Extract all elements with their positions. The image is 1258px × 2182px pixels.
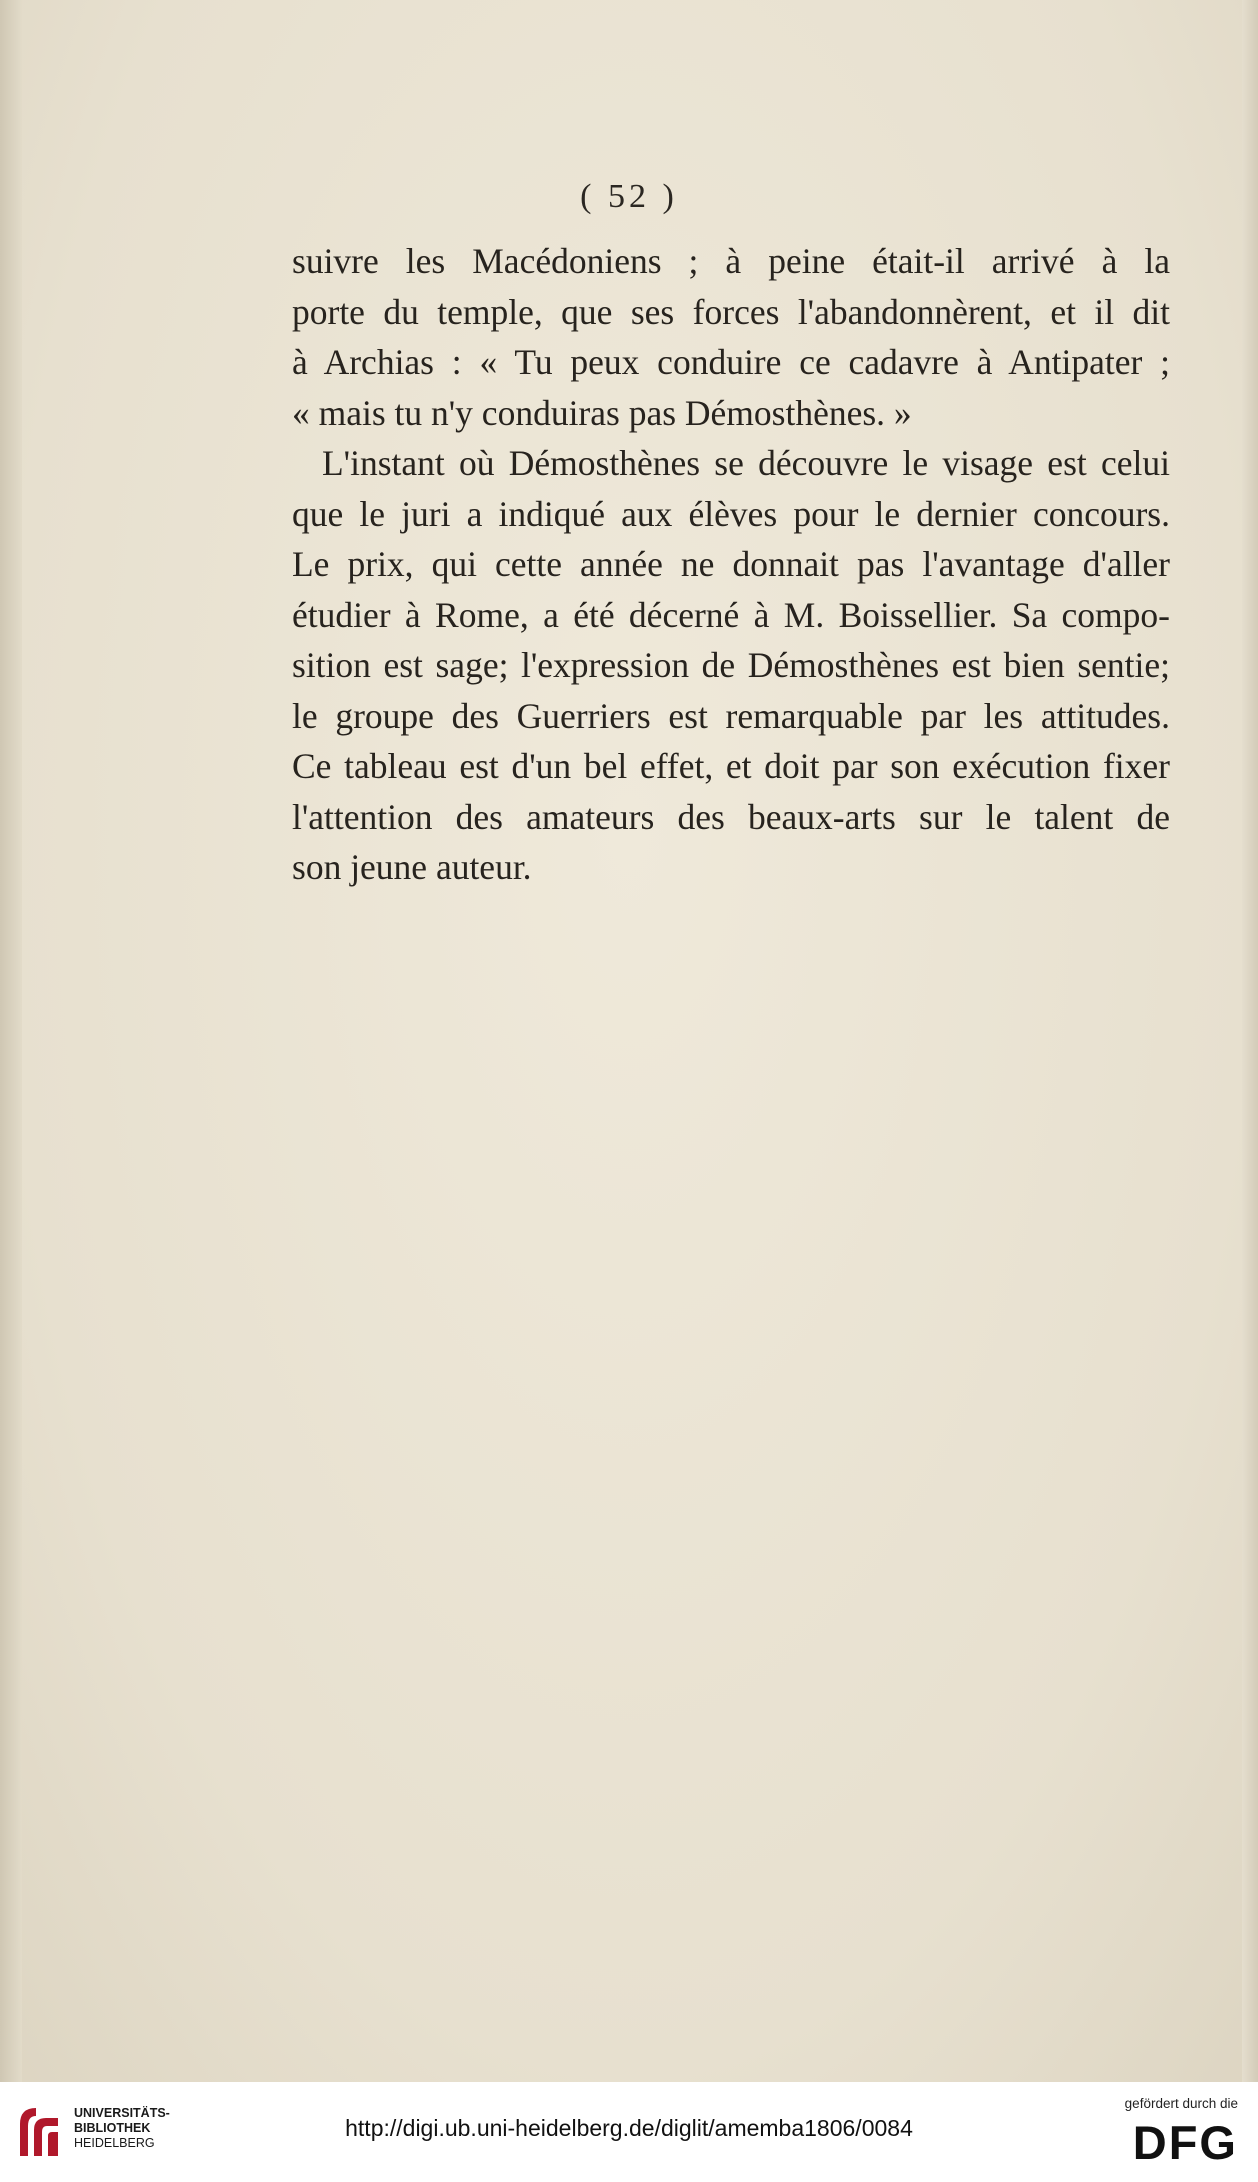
text-line: que le juri a indiqué aux élèves pour le dernier concours. bbox=[292, 493, 1170, 534]
text-line: étudier à Rome, a été décerné à M. Boissellier. Sa compo- bbox=[292, 594, 1170, 635]
text-line: l'attention des amateurs des beaux-arts sur le talent de bbox=[292, 796, 1170, 837]
dfg-logo: DFG bbox=[1132, 2116, 1238, 2169]
text-line: sition est sage; l'expression de Démosthènes est bien sentie; bbox=[292, 645, 1170, 685]
library-name-line: BIBLIOTHEK bbox=[74, 2121, 151, 2135]
text-line: le groupe des Guerriers est remarquable par les attitudes. bbox=[292, 695, 1170, 736]
text-line: Le prix, qui cette année ne donnait pas l'avantage d'aller bbox=[292, 544, 1170, 584]
funding-label: gefördert durch die bbox=[1124, 2096, 1238, 2111]
text-line: L'instant où Démosthènes se découvre le visage est celui bbox=[322, 443, 1170, 483]
text-line: suivre les Macédoniens ; à peine était-il arrivé à la bbox=[292, 241, 1170, 281]
library-name-line: UNIVERSITÄTS- bbox=[74, 2106, 170, 2120]
page-number: ( 52 ) bbox=[580, 178, 678, 215]
library-name-line: HEIDELBERG bbox=[74, 2136, 155, 2150]
text-line: Ce tableau est d'un bel effet, et doit par son exécution fixer bbox=[292, 746, 1170, 786]
source-url-link[interactable]: http://digi.ub.uni-heidelberg.de/diglit/amemba1806/0084 bbox=[345, 2115, 913, 2141]
page-left-edge bbox=[0, 0, 22, 2082]
page-right-edge bbox=[1242, 0, 1258, 2082]
text-line: « mais tu n'y conduiras pas Démosthènes. » bbox=[292, 392, 912, 433]
digitization-footer bbox=[0, 2082, 1258, 2182]
text-line: à Archias : « Tu peux conduire ce cadavre à Antipater ; bbox=[292, 342, 1170, 382]
body-text bbox=[292, 236, 1170, 893]
text-line: porte du temple, que ses forces l'abandonnèrent, et il dit bbox=[292, 291, 1170, 332]
text-line: son jeune auteur. bbox=[292, 847, 532, 887]
